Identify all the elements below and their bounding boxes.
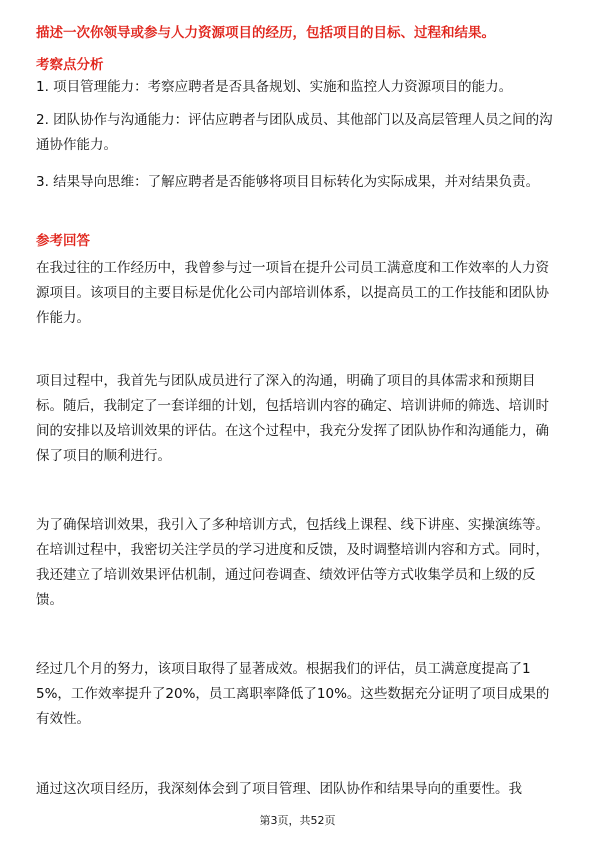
question-heading: 描述一次你领导或参与人力资源项目的经历，包括项目的目标、过程和结果。 [36, 25, 495, 41]
analysis-section-title: 考察点分析 [36, 57, 104, 73]
answer-paragraph: 项目过程中，我首先与团队成员进行了深入的沟通，明确了项目的具体需求和预期目标。随后，我制定了一套详细的计划，包括培训内容的确定、培训讲师的筛选、培训时间的安排以及培训效果的评估。在这个过程中，我充分发挥了团队协作和沟通能力，确保了项目的顺利进行。 [36, 373, 549, 464]
analysis-item: 3. 结果导向思维：了解应聘者是否能够将项目目标转化为实际成果，并对结果负责。 [36, 174, 540, 190]
answer-paragraph: 通过这次项目经历，我深刻体会到了项目管理、团队协作和结果导向的重要性。我 [36, 781, 522, 797]
answer-section-title: 参考回答 [36, 233, 90, 249]
analysis-item: 2. 团队协作与沟通能力：评估应聘者与团队成员、其他部门以及高层管理人员之间的沟通协作能力。 [36, 112, 553, 153]
answer-paragraph: 经过几个月的努力，该项目取得了显著成效。根据我们的评估，员工满意度提高了15%，工作效率提升了20%，员工离职率降低了10%。这些数据充分证明了项目成果的有效性。 [36, 661, 550, 727]
answer-paragraph: 在我过往的工作经历中，我曾参与过一项旨在提升公司员工满意度和工作效率的人力资源项目。该项目的主要目标是优化公司内部培训体系，以提高员工的工作技能和团队协作能力。 [36, 260, 549, 326]
page-number-footer: 第3页，共52页 [259, 814, 336, 827]
answer-paragraph: 为了确保培训效果，我引入了多种培训方式，包括线上课程、线下讲座、实操演练等。在培训过程中，我密切关注学员的学习进度和反馈，及时调整培训内容和方式。同时，我还建立了培训效果评估机制，通过问卷调查、绩效评估等方式收集学员和上级的反馈。 [36, 517, 549, 608]
analysis-item: 1. 项目管理能力：考察应聘者是否具备规划、实施和监控人力资源项目的能力。 [36, 79, 513, 95]
